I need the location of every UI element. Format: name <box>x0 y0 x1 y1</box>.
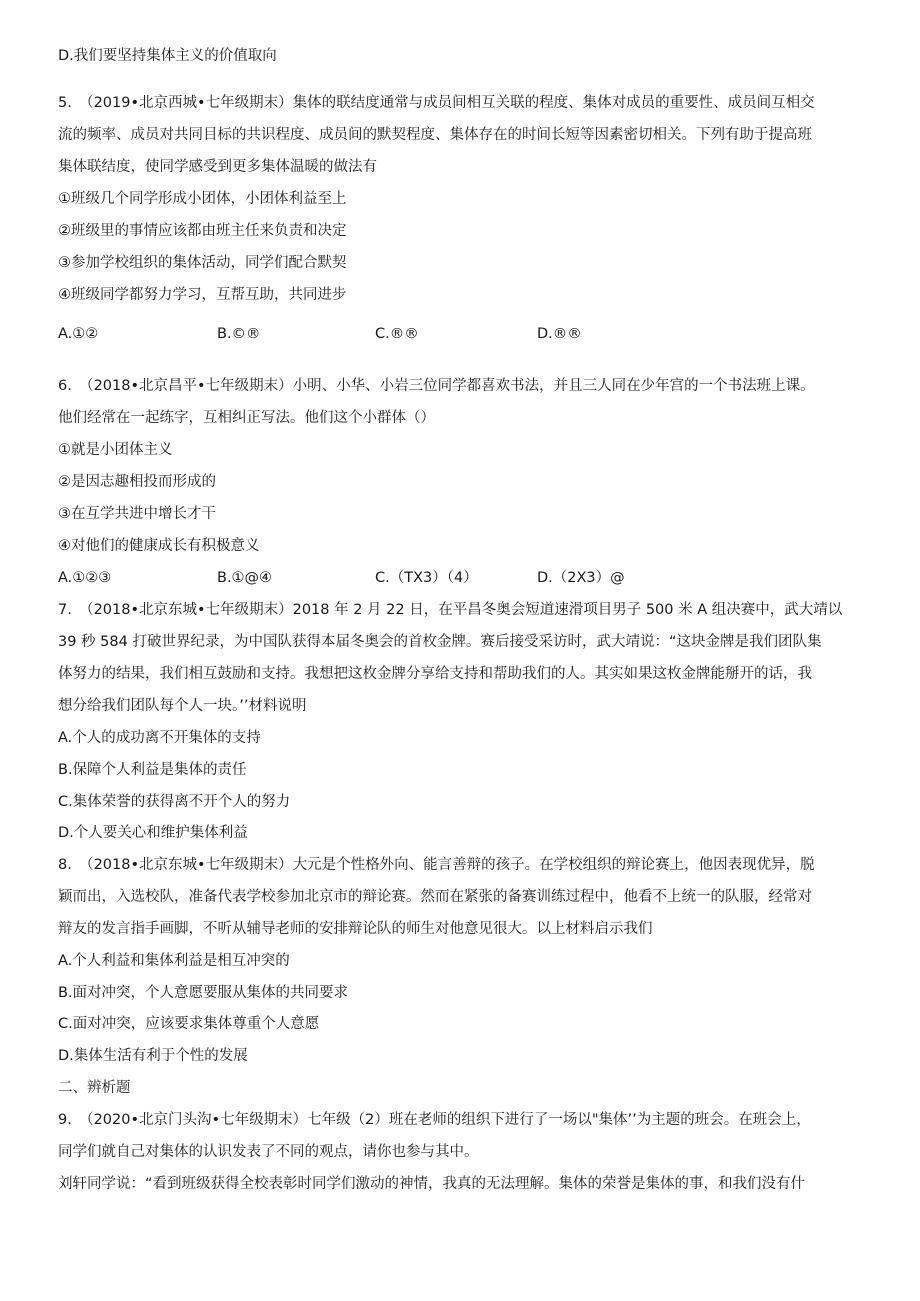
q5-option-d: D.®® <box>537 326 582 342</box>
q6-option-b: B.①@④ <box>217 570 273 586</box>
q5-option-b: B.©® <box>217 326 261 342</box>
q8-stem-line-1: 8. （2018•北京东城•七年级期末）大元是个性格外向、能言善辩的孩子。在学校组织的辩论赛上，他因表现优异，脱 <box>58 857 815 873</box>
q6-option-a: A.①②③ <box>58 570 112 586</box>
q7-option-d: D.个人要关心和维护集体利益 <box>58 825 248 841</box>
q6-item-1: ①就是小团体主义 <box>58 442 173 458</box>
q5-option-a: A.①② <box>58 326 99 342</box>
q5-stem-line-2: 流的频率、成员对共同目标的共识程度、成员间的默契程度、集体存在的时间长短等因素密切相关。下列有助于提高班 <box>58 127 812 143</box>
q8-option-b: B.面对冲突，个人意愿要服从集体的共同要求 <box>58 985 349 1001</box>
q7-option-c: C.集体荣誉的获得离不开个人的努力 <box>58 794 291 810</box>
q9-stem-line-3: 刘轩同学说：“看到班级获得全校表彰时同学们激动的神情，我真的无法理解。集体的荣誉是集体的事，和我们没有什 <box>58 1176 806 1192</box>
q6-stem-line-2: 他们经常在一起练字，互相纠正写法。他们这个小群体（） <box>58 410 435 426</box>
q8-option-d: D.集体生活有利于个性的发展 <box>58 1048 248 1064</box>
q9-stem-line-1: 9. （2020•北京门头沟•七年级期末）七年级（2）班在老师的组织下进行了一场以"集体’’为主题的班会。在班会上， <box>58 1112 811 1128</box>
q5-item-4: ④班级同学都努力学习，互帮互助，共同进步 <box>58 287 347 303</box>
q6-option-d: D.（2X3）@ <box>537 570 625 586</box>
q6-item-3: ③在互学共进中增长才干 <box>58 506 216 522</box>
q9-stem-line-2: 同学们就自己对集体的认识发表了不同的观点，请你也参与其中。 <box>58 1144 479 1160</box>
q7-stem-line-3: 体努力的结果，我们相互鼓励和支持。我想把这枚金牌分享给支持和帮助我们的人。其实如果这枚金牌能掰开的话，我 <box>58 666 812 682</box>
q8-option-c: C.面对冲突，应该要求集体尊重个人意愿 <box>58 1016 320 1032</box>
q6-item-4: ④对他们的健康成长有积极意义 <box>58 538 260 554</box>
q7-option-a: A.个人的成功离不开集体的支持 <box>58 730 261 746</box>
q7-stem-line-2: 39 秒 584 打破世界纪录，为中国队获得本届冬奥会的首枚金牌。赛后接受采访时，武大靖说：“这块金牌是我们团队集 <box>58 634 822 650</box>
q5-option-c: C.®® <box>375 326 419 342</box>
q5-item-1: ①班级几个同学形成小团体，小团体利益至上 <box>58 191 347 207</box>
q5-stem-line-1: 5. （2019•北京西城•七年级期末）集体的联结度通常与成员间相互关联的程度、集体对成员的重要性、成员间互相交 <box>58 95 815 111</box>
q5-stem-line-3: 集体联结度，使同学感受到更多集体温暖的做法有 <box>58 159 377 175</box>
q5-item-2: ②班级里的事情应该都由班主任来负责和决定 <box>58 223 347 239</box>
q8-option-a: A.个人利益和集体利益是相互冲突的 <box>58 953 290 969</box>
q6-stem-line-1: 6. （2018•北京昌平•七年级期末）小明、小华、小岩三位同学都喜欢书法，并且三人同在少年宫的一个书法班上课。 <box>58 378 815 394</box>
q4-option-d: D.我们要坚持集体主义的价值取向 <box>58 48 277 64</box>
section-heading: 二、辨析题 <box>58 1080 131 1096</box>
q8-stem-line-2: 颖而出，入选校队，准备代表学校参加北京市的辩论赛。然而在紧张的备赛训练过程中，他看不上统一的队服，经常对 <box>58 889 812 905</box>
q6-option-c: C.（TX3）（4） <box>375 570 478 586</box>
q7-option-b: B.保障个人利益是集体的责任 <box>58 762 247 778</box>
q5-item-3: ③参加学校组织的集体活动，同学们配合默契 <box>58 255 347 271</box>
q7-stem-line-1: 7. （2018•北京东城•七年级期末）2018 年 2 月 22 日，在平昌冬奥会短道速滑项目男子 500 米 A 组决赛中，武大靖以 <box>58 602 843 618</box>
q6-item-2: ②是因志趣相投而形成的 <box>58 474 216 490</box>
q7-stem-line-4: 想分给我们团队每个人一块。’’材料说明 <box>58 698 307 714</box>
q8-stem-line-3: 辩友的发言指手画脚，不听从辅导老师的安排辩论队的师生对他意见很大。以上材料启示我们 <box>58 921 653 937</box>
